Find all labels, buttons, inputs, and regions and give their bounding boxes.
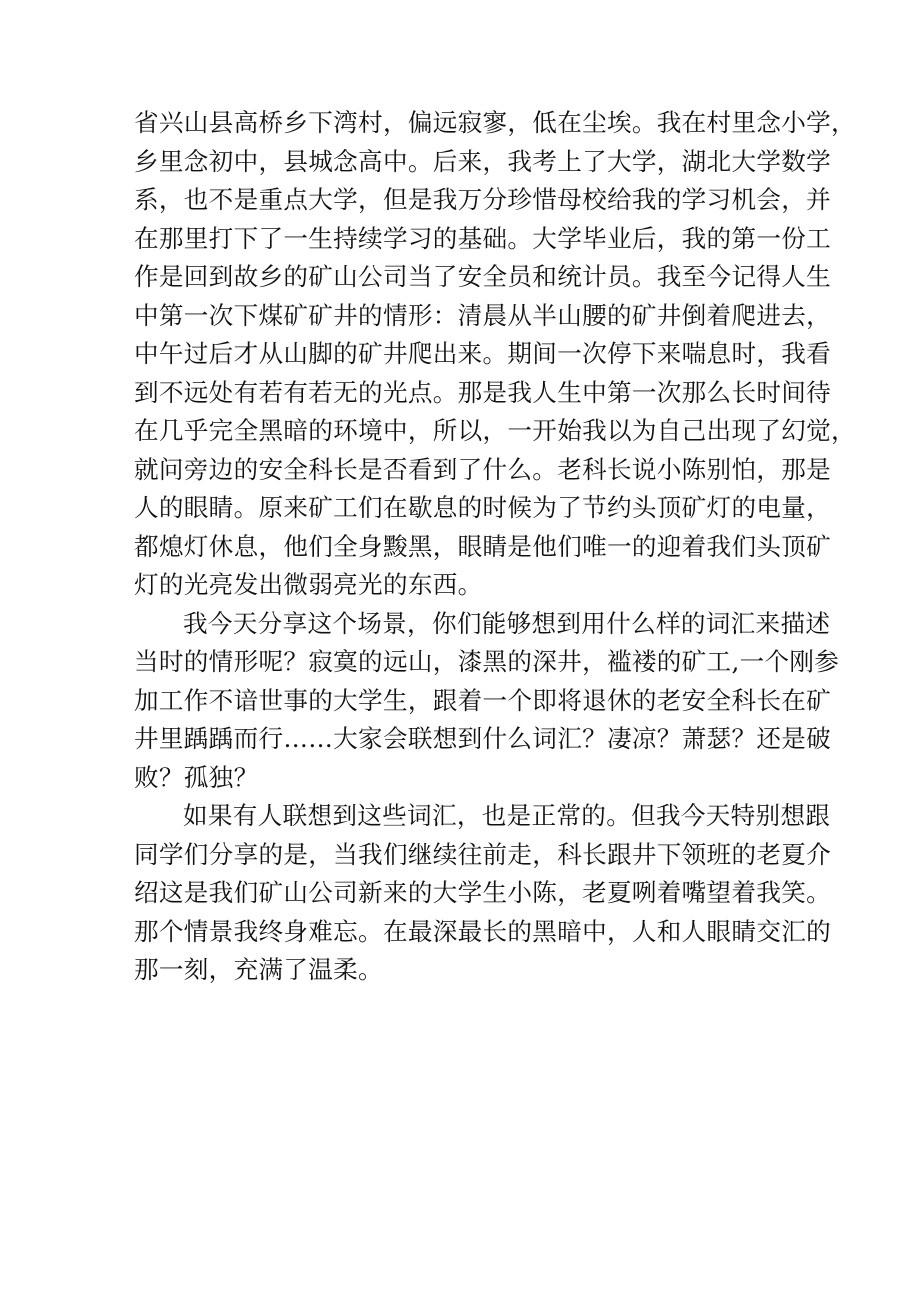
- text-line: 中午过后才从山脚的矿井爬出来。期间一次停下来喘息时，我看: [134, 339, 832, 368]
- paragraph-2: [134, 605, 840, 798]
- text-line: 败？孤独？: [134, 762, 259, 792]
- text-line: 绍这是我们矿山公司新来的大学生小陈，老夏咧着嘴望着我笑。: [134, 878, 832, 907]
- text-line: 我今天分享这个场景，你们能够想到用什么样的词汇来描述: [183, 608, 831, 638]
- text-line: 都熄灯休息，他们全身黢黑，眼睛是他们唯一的迎着我们头顶矿: [134, 531, 832, 561]
- text-line: 井里踽踽而行……大家会联想到什么词汇？凄凉？萧瑟？还是破: [134, 724, 832, 753]
- text-line: 同学们分享的是，当我们继续往前走，科长跟井下领班的老夏介: [134, 839, 832, 869]
- text-line: 人的眼睛。原来矿工们在歇息的时候为了节约头顶矿灯的电量，: [134, 493, 832, 522]
- text-line: 到不远处有若有若无的光点。那是我人生中第一次那么长时间待: [134, 377, 832, 407]
- text-line: 灯的光亮发出微弱亮光的东西。: [134, 570, 483, 599]
- text-line: 加工作不谙世事的大学生，跟着一个即将退休的老安全科长在矿: [134, 685, 832, 715]
- text-line: 在那里打下了一生持续学习的基础。大学毕业后，我的第一份工: [134, 223, 832, 253]
- text-line: 就问旁边的安全科长是否看到了什么。老科长说小陈别怕，那是: [134, 454, 832, 484]
- document-body: [134, 104, 856, 990]
- text-line: 乡里念初中，县城念高中。后来，我考上了大学，湖北大学数学: [134, 146, 832, 176]
- text-line: 省兴山县高桥乡下湾村，偏远寂寥，低在尘埃。我在村里念小学，: [134, 108, 856, 137]
- text-line: 那一刻，充满了温柔。: [134, 955, 383, 984]
- paragraph-1: [134, 104, 856, 605]
- text-line: 当时的情形呢？寂寞的远山，漆黑的深井，褴褛的矿工,一个刚参: [134, 647, 840, 676]
- text-line: 如果有人联想到这些词汇，也是正常的。但我今天特别想跟: [183, 801, 831, 830]
- text-line: 中第一次下煤矿矿井的情形：清晨从半山腰的矿井倒着爬进去，: [134, 300, 832, 330]
- paragraph-3: [134, 797, 832, 990]
- text-line: 系，也不是重点大学，但是我万分珍惜母校给我的学习机会，并: [134, 185, 832, 214]
- text-line: 那个情景我终身难忘。在最深最长的黑暗中，人和人眼睛交汇的: [134, 916, 832, 946]
- text-line: 作是回到故乡的矿山公司当了安全员和统计员。我至今记得人生: [134, 262, 832, 291]
- text-line: 在几乎完全黑暗的环境中，所以，一开始我以为自己出现了幻觉，: [134, 416, 856, 445]
